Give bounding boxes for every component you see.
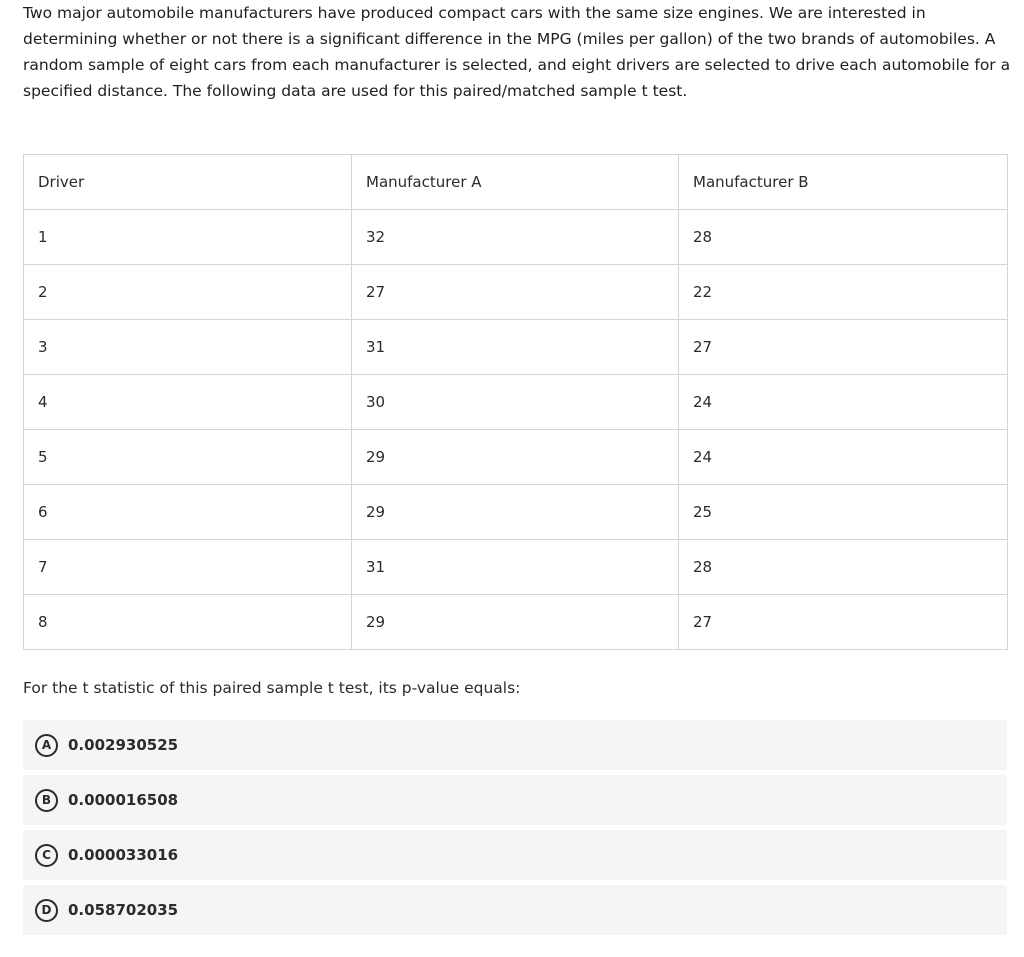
option-value: 0.000016508 bbox=[68, 791, 179, 809]
problem-statement: Two major automobile manufacturers have produced compact cars with the same size engines. We are interested in determining whether or not there is a significant difference in the MPG (miles per gallon) of the two brands of automobiles. A random sample of eight cars from each manufacturer is selected, and eight drivers are selected to drive each automobile for a specified distance. The following data are used for this paired/matched sample t test. bbox=[23, 4, 1011, 100]
table-row bbox=[24, 265, 1008, 320]
option-b[interactable] bbox=[23, 775, 1007, 825]
driver-cell: 3 bbox=[24, 320, 352, 375]
driver-cell: 6 bbox=[24, 485, 352, 540]
option-value: 0.002930525 bbox=[68, 736, 179, 754]
driver-cell: 2 bbox=[24, 265, 352, 320]
driver-cell: 7 bbox=[24, 540, 352, 595]
manufacturer-a-cell: 30 bbox=[352, 375, 679, 430]
manufacturer-b-cell: 24 bbox=[679, 375, 1008, 430]
table-row bbox=[24, 595, 1008, 650]
table-row bbox=[24, 320, 1008, 375]
manufacturer-b-cell: 28 bbox=[679, 210, 1008, 265]
column-header-driver: Driver bbox=[24, 155, 352, 210]
option-d[interactable] bbox=[23, 885, 1007, 935]
table-row bbox=[24, 430, 1008, 485]
manufacturer-b-cell: 22 bbox=[679, 265, 1008, 320]
manufacturer-b-cell: 28 bbox=[679, 540, 1008, 595]
table-row bbox=[24, 540, 1008, 595]
driver-cell: 1 bbox=[24, 210, 352, 265]
driver-cell: 5 bbox=[24, 430, 352, 485]
table-row bbox=[24, 485, 1008, 540]
manufacturer-b-cell: 24 bbox=[679, 430, 1008, 485]
driver-cell: 4 bbox=[24, 375, 352, 430]
option-c[interactable] bbox=[23, 830, 1007, 880]
manufacturer-a-cell: 29 bbox=[352, 595, 679, 650]
question-prompt: For the t statistic of this paired sample t test, its p-value equals: bbox=[23, 679, 521, 697]
option-value: 0.000033016 bbox=[68, 846, 179, 864]
manufacturer-a-cell: 29 bbox=[352, 430, 679, 485]
option-letter-badge: C bbox=[35, 844, 58, 867]
answer-options bbox=[23, 720, 1007, 940]
table-header-row bbox=[24, 155, 1008, 210]
manufacturer-b-cell: 27 bbox=[679, 320, 1008, 375]
table-row bbox=[24, 375, 1008, 430]
manufacturer-b-cell: 27 bbox=[679, 595, 1008, 650]
manufacturer-a-cell: 31 bbox=[352, 540, 679, 595]
column-header-manufacturer-b: Manufacturer B bbox=[679, 155, 1008, 210]
option-letter-badge: D bbox=[35, 899, 58, 922]
column-header-manufacturer-a: Manufacturer A bbox=[352, 155, 679, 210]
manufacturer-a-cell: 29 bbox=[352, 485, 679, 540]
mpg-data-table bbox=[23, 154, 1008, 650]
option-letter-badge: B bbox=[35, 789, 58, 812]
manufacturer-a-cell: 31 bbox=[352, 320, 679, 375]
option-value: 0.058702035 bbox=[68, 901, 179, 919]
option-letter-badge: A bbox=[35, 734, 58, 757]
option-a[interactable] bbox=[23, 720, 1007, 770]
manufacturer-b-cell: 25 bbox=[679, 485, 1008, 540]
driver-cell: 8 bbox=[24, 595, 352, 650]
manufacturer-a-cell: 27 bbox=[352, 265, 679, 320]
table-row bbox=[24, 210, 1008, 265]
manufacturer-a-cell: 32 bbox=[352, 210, 679, 265]
